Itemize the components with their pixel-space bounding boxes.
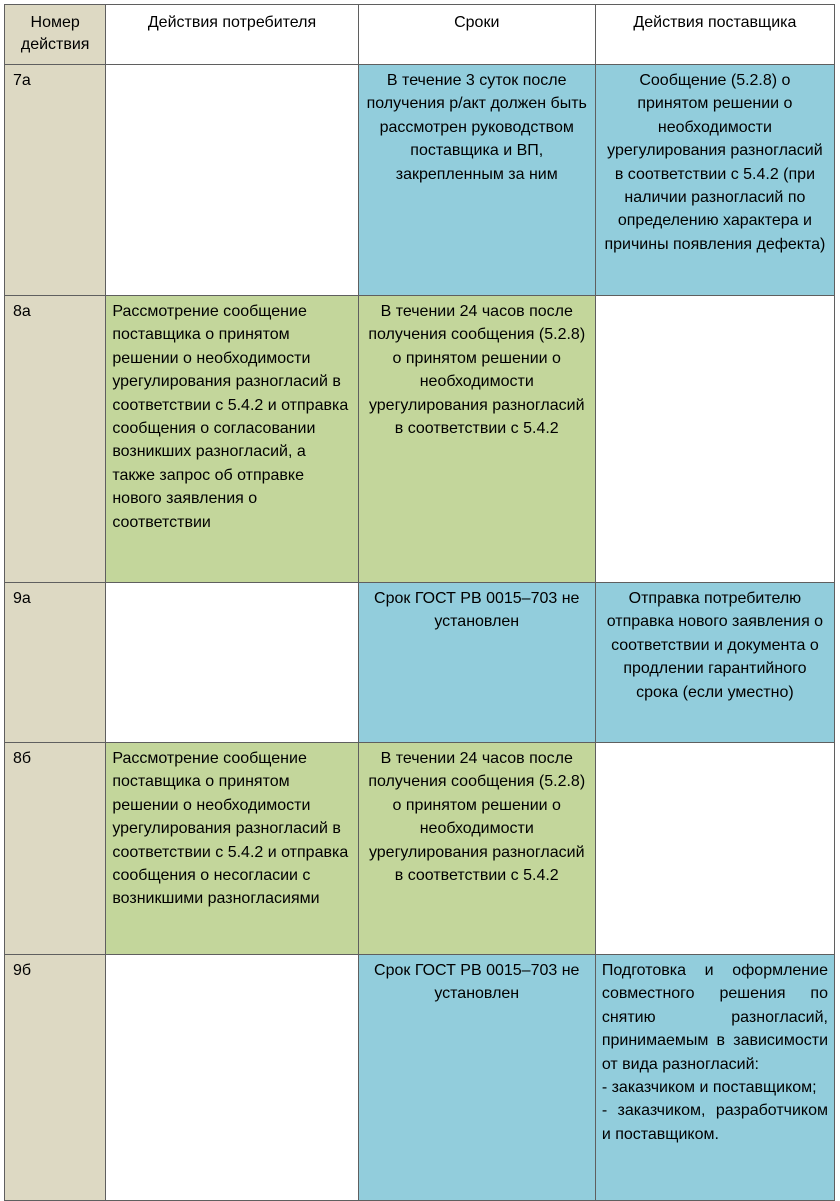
supplier-cell: Сообщение (5.2.8) о принятом решении о необходимости урегулирования разногласий в соответствии с 5.4.2 (при наличии разногласий по определению характера и причины появления дефекта) — [595, 65, 834, 296]
table-row — [5, 743, 835, 955]
consumer-cell: Рассмотрение сообщение поставщика о принятом решении о необходимости урегулирования разногласий в соответствии с 5.4.2 и отправка сообщения о несогласии с возникшими разногласиями — [106, 743, 358, 955]
table-row — [5, 955, 835, 1201]
row-number-cell — [5, 296, 106, 583]
row-number: 9б — [13, 962, 32, 979]
consumer-cell — [106, 583, 358, 743]
terms-cell: Срок ГОСТ РВ 0015–703 не установлен — [358, 583, 595, 743]
row-number-cell — [5, 743, 106, 955]
row-number-cell — [5, 955, 106, 1201]
terms-cell: Срок ГОСТ РВ 0015–703 не установлен — [358, 955, 595, 1201]
header-row — [5, 5, 835, 65]
supplier-cell: Подготовка и оформление совместного решения по снятию разногласий, принимаемым в зависимости от вида разногласий: - заказчиком и поставщиком; - заказчиком, разработчиком и поставщиком. — [595, 955, 834, 1201]
row-number-cell — [5, 583, 106, 743]
header-number: Номер действия — [5, 5, 106, 65]
row-number-cell — [5, 65, 106, 296]
consumer-cell — [106, 65, 358, 296]
row-number: 8а — [13, 303, 31, 320]
actions-table — [4, 4, 835, 1201]
header-supplier: Действия поставщика — [595, 5, 834, 65]
row-number: 8б — [13, 750, 32, 767]
terms-cell: В течении 24 часов после получения сообщения (5.2.8) о принятом решении о необходимости урегулирования разногласий в соответствии с 5.4.2 — [358, 296, 595, 583]
row-number: 7а — [13, 72, 31, 89]
consumer-cell: Рассмотрение сообщение поставщика о принятом решении о необходимости урегулирования разногласий в соответствии с 5.4.2 и отправка сообщения о согласовании возникших разногласий, а также запрос об отправке нового заявления о соответствии — [106, 296, 358, 583]
supplier-cell: Отправка потребителю отправка нового заявления о соответствии и документа о продлении гарантийного срока (если уместно) — [595, 583, 834, 743]
table-row — [5, 296, 835, 583]
terms-cell: В течение 3 суток после получения р/акт должен быть рассмотрен руководством поставщика и ВП, закрепленным за ним — [358, 65, 595, 296]
consumer-cell — [106, 955, 358, 1201]
header-terms: Сроки — [358, 5, 595, 65]
table-row — [5, 65, 835, 296]
header-consumer: Действия потребителя — [106, 5, 358, 65]
terms-cell: В течении 24 часов после получения сообщения (5.2.8) о принятом решении о необходимости урегулирования разногласий в соответствии с 5.4.2 — [358, 743, 595, 955]
supplier-cell — [595, 743, 834, 955]
supplier-cell — [595, 296, 834, 583]
row-number: 9а — [13, 590, 31, 607]
table-row — [5, 583, 835, 743]
